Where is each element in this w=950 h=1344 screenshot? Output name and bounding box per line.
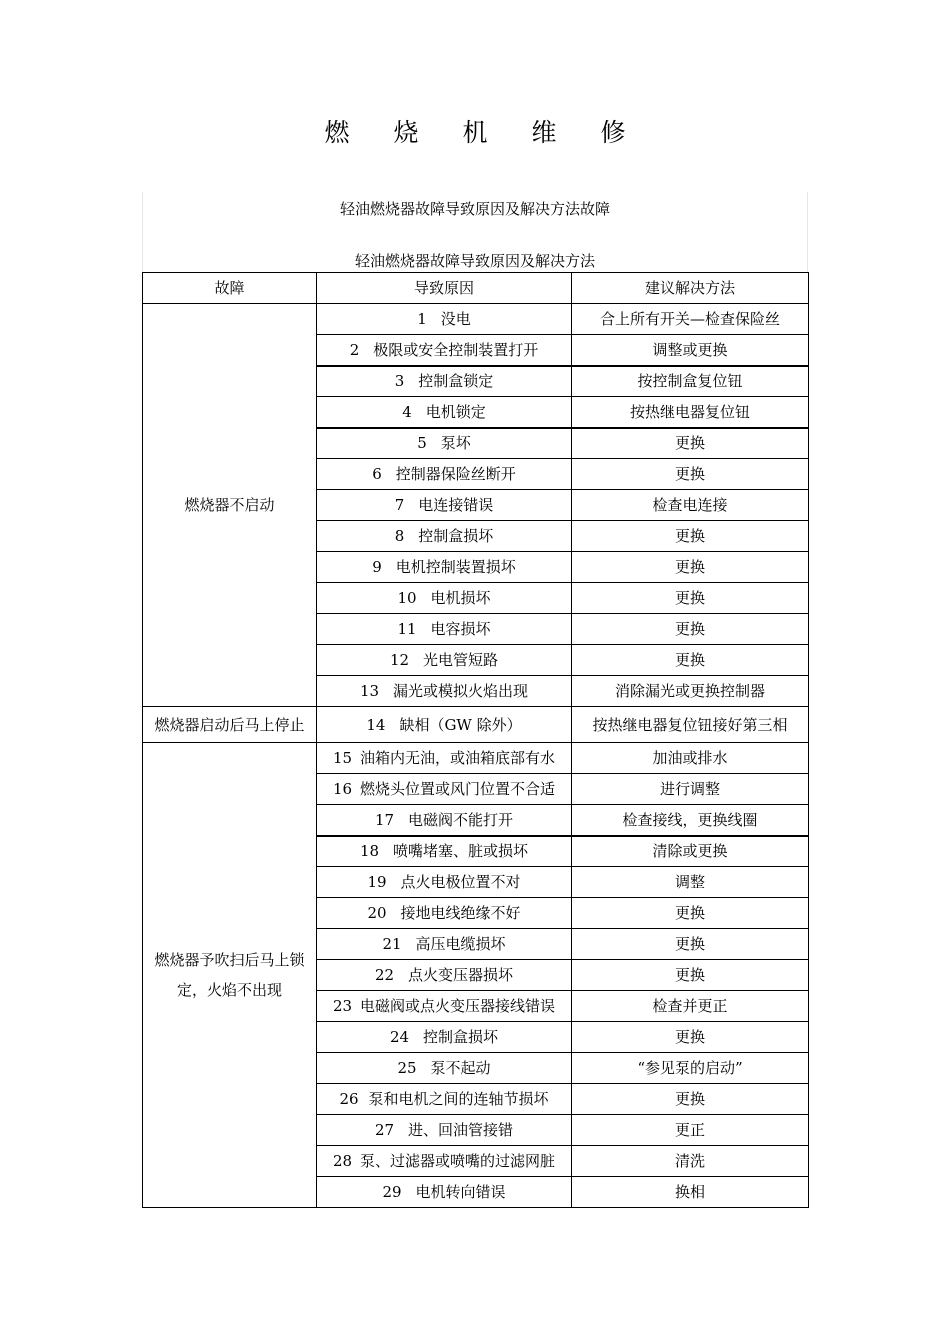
cause-text: 电磁阀或点火变压器接线错误: [360, 997, 556, 1015]
header-fault: 故障: [143, 273, 317, 304]
title-char: 烧: [393, 118, 419, 147]
cause-text: 燃烧头位置或风门位置不合适: [360, 780, 556, 798]
cause-cell: [317, 304, 572, 335]
row-number: 18: [359, 842, 380, 861]
cause-cell: [317, 428, 572, 459]
cause-cell: [317, 929, 572, 960]
header-cause: 导致原因: [317, 273, 572, 304]
row-number: 20: [367, 904, 387, 922]
title-char: 修: [600, 118, 626, 147]
cause-cell: [317, 490, 572, 521]
row-number: 6: [372, 465, 382, 483]
cause-cell: [317, 1146, 572, 1177]
solution-cell: 检查接线，更换线圈: [572, 805, 809, 836]
row-number: 2: [349, 340, 360, 359]
solution-cell: 检查电连接: [572, 490, 809, 521]
table-row: [143, 304, 809, 335]
cause-cell: [317, 898, 572, 929]
cause-text: 电容损坏: [430, 620, 491, 638]
solution-cell: 更换: [572, 898, 809, 929]
cause-cell: [317, 867, 572, 898]
row-number: 10: [397, 589, 417, 607]
fault-cell: 燃烧器予吹扫后马上锁定，火焰不出现: [143, 743, 317, 1208]
row-number: 17: [374, 810, 395, 829]
cause-cell: [317, 521, 572, 552]
cause-text: 电连接错误: [418, 496, 494, 514]
cause-text: 极限或安全控制装置打开: [373, 340, 539, 359]
solution-cell: 按热继电器复位钮接好第三相: [572, 707, 809, 743]
cause-text: 控制器保险丝断开: [395, 465, 516, 483]
fault-cell: 燃烧器启动后马上停止: [143, 707, 317, 743]
solution-cell: 检查并更正: [572, 991, 809, 1022]
cause-cell: [317, 1022, 572, 1053]
cause-cell: [317, 991, 572, 1022]
cause-cell: [317, 676, 572, 707]
solution-cell: 更换: [572, 929, 809, 960]
row-number: 7: [394, 496, 405, 514]
row-number: 11: [397, 620, 417, 638]
solution-cell: 合上所有开关—检查保险丝: [572, 304, 809, 335]
solution-cell: 加油或排水: [572, 743, 809, 774]
cause-cell: [317, 614, 572, 645]
cause-cell: [317, 707, 572, 743]
title-char: 维: [531, 118, 557, 147]
row-number: 12: [389, 651, 410, 669]
troubleshooting-table: [142, 272, 809, 1208]
row-number: 27: [374, 1121, 395, 1139]
cause-text: 电机锁定: [425, 402, 486, 421]
cause-text: 漏光或模拟火焰出现: [393, 682, 529, 700]
solution-cell: 更换: [572, 428, 809, 459]
cause-text: 喷嘴堵塞、脏或损坏: [393, 842, 529, 861]
row-number: 1: [417, 310, 427, 328]
cause-text: 控制盒锁定: [418, 372, 494, 391]
solution-cell: 更换: [572, 521, 809, 552]
cause-cell: [317, 836, 572, 867]
solution-cell: 清除或更换: [572, 836, 809, 867]
row-number: 4: [402, 402, 412, 421]
cause-text: 光电管短路: [423, 651, 499, 669]
cause-cell: [317, 960, 572, 991]
cause-text: 泵坏: [440, 434, 471, 453]
row-number: 26: [339, 1090, 359, 1108]
solution-cell: 更换: [572, 459, 809, 490]
cause-cell: [317, 397, 572, 428]
cause-text: 进、回油管接错: [408, 1121, 514, 1139]
solution-cell: 更换: [572, 583, 809, 614]
row-number: 28: [332, 1152, 353, 1170]
solution-cell: 更换: [572, 1084, 809, 1115]
cause-cell: [317, 1084, 572, 1115]
cause-text: 控制盒损坏: [418, 527, 494, 545]
row-number: 5: [417, 434, 427, 453]
row-number: 14: [366, 715, 386, 734]
cause-cell: [317, 1115, 572, 1146]
cause-text: 电磁阀不能打开: [408, 810, 514, 829]
caption-line-2: 轻油燃烧器故障导致原因及解决方法: [354, 252, 595, 270]
title-char: 机: [462, 118, 488, 147]
cause-cell: [317, 774, 572, 805]
row-number: 9: [372, 558, 382, 576]
solution-cell: 清洗: [572, 1146, 809, 1177]
cause-cell: [317, 1177, 572, 1208]
solution-cell: 更换: [572, 1022, 809, 1053]
solution-cell: 更换: [572, 645, 809, 676]
cause-text: 泵、过滤器或喷嘴的过滤网脏: [360, 1152, 556, 1170]
cause-text: 高压电缆损坏: [415, 935, 506, 953]
row-number: 24: [389, 1028, 410, 1046]
row-number: 21: [382, 935, 402, 953]
solution-cell: 换相: [572, 1177, 809, 1208]
solution-cell: 调整或更换: [572, 335, 809, 366]
row-number: 25: [397, 1059, 417, 1077]
table-row: [143, 707, 809, 743]
fault-cell: 燃烧器不启动: [143, 304, 317, 707]
table-caption: [142, 192, 808, 273]
solution-cell: 按热继电器复位钮: [572, 397, 809, 428]
cause-cell: [317, 743, 572, 774]
cause-text: 电机损坏: [430, 589, 491, 607]
cause-text: 油箱内无油，或油箱底部有水: [360, 749, 556, 767]
caption-line-1: 轻油燃烧器故障导致原因及解决方法故障: [339, 200, 610, 218]
header-solution: 建议解决方法: [572, 273, 809, 304]
cause-cell: [317, 459, 572, 490]
cause-text: 电机转向错误: [415, 1183, 506, 1201]
row-number: 13: [359, 682, 380, 700]
cause-cell: [317, 645, 572, 676]
cause-text: 电机控制装置损坏: [395, 558, 516, 576]
cause-cell: [317, 1053, 572, 1084]
solution-cell: 按控制盒复位钮: [572, 366, 809, 397]
cause-cell: [317, 552, 572, 583]
cause-cell: [317, 583, 572, 614]
row-number: 15: [332, 749, 353, 767]
solution-cell: 调整: [572, 867, 809, 898]
solution-cell: 更换: [572, 614, 809, 645]
solution-cell: 进行调整: [572, 774, 809, 805]
page-title: [0, 113, 950, 149]
row-number: 23: [332, 997, 353, 1015]
row-number: 22: [374, 966, 395, 984]
cause-cell: [317, 366, 572, 397]
table-row: [143, 743, 809, 774]
row-number: 16: [332, 780, 353, 798]
cause-text: 泵和电机之间的连轴节损坏: [368, 1090, 549, 1108]
row-number: 8: [394, 527, 405, 545]
row-number: 19: [367, 873, 387, 891]
row-number: 3: [394, 372, 405, 391]
solution-cell: 更正: [572, 1115, 809, 1146]
cause-text: 点火变压器损坏: [408, 966, 514, 984]
cause-cell: [317, 805, 572, 836]
solution-cell: “参见泵的启动”: [572, 1053, 809, 1084]
cause-text: 没电: [440, 310, 471, 328]
row-number: 29: [382, 1183, 402, 1201]
cause-text: 缺相（GW 除外）: [399, 715, 522, 734]
solution-cell: 更换: [572, 960, 809, 991]
cause-text: 点火电极位置不对: [400, 873, 521, 891]
solution-cell: 更换: [572, 552, 809, 583]
cause-text: 控制盒损坏: [423, 1028, 499, 1046]
title-char: 燃: [324, 118, 350, 147]
solution-cell: 消除漏光或更换控制器: [572, 676, 809, 707]
cause-text: 接地电线绝缘不好: [400, 904, 521, 922]
cause-text: 泵不起动: [430, 1059, 491, 1077]
cause-cell: [317, 335, 572, 366]
